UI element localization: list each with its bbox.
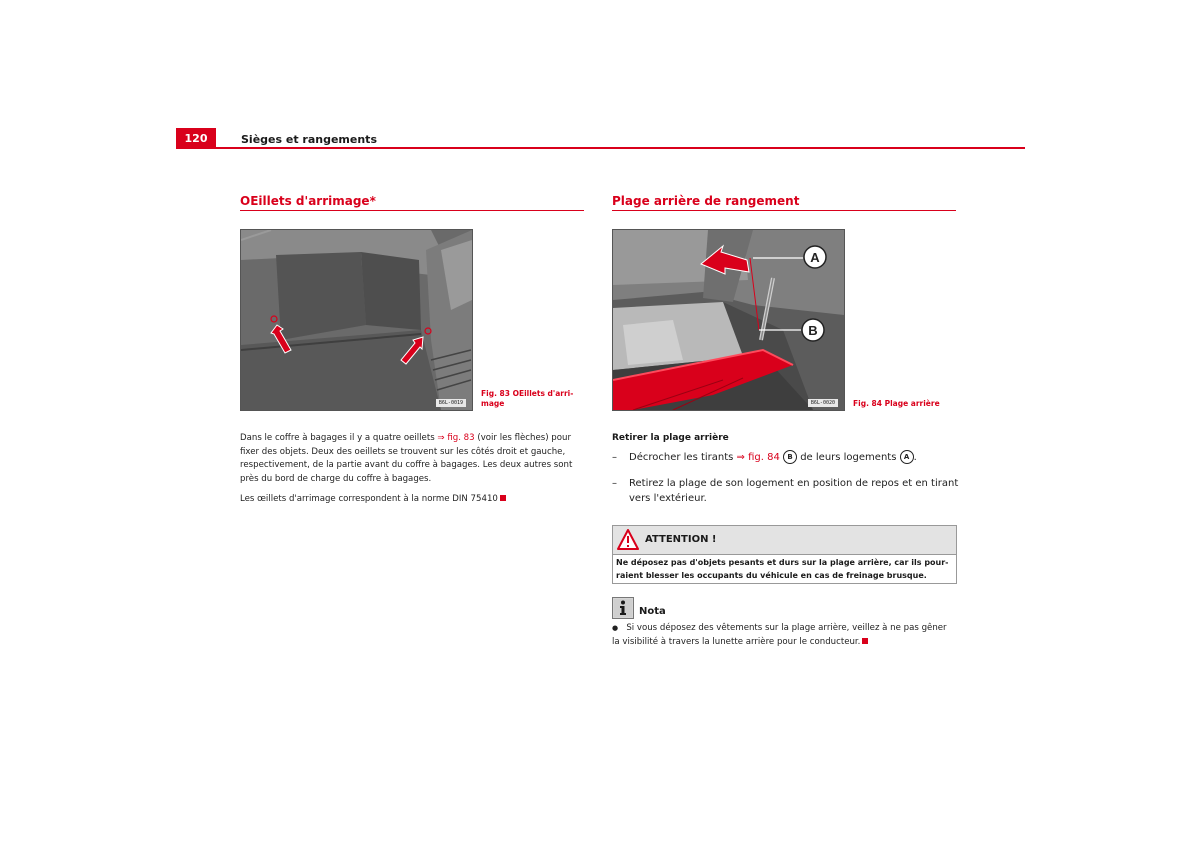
paragraph-oeillets bbox=[240, 432, 590, 487]
section-rule-left bbox=[240, 210, 584, 211]
para1-part2: (voir les flèches) pour bbox=[474, 433, 571, 443]
attention-line2: raient blesser les occupants du véhicule en cas de freinage brusque. bbox=[616, 571, 927, 580]
header-rule bbox=[176, 147, 1025, 149]
figure-83-caption-line1: Fig. 83 OEillets d'arri- bbox=[481, 389, 574, 398]
step-dash: – bbox=[612, 478, 617, 489]
step-2 bbox=[612, 476, 959, 508]
note-line2: la visibilité à travers la lunette arrière pour le conducteur. bbox=[612, 636, 861, 647]
red-square-icon bbox=[862, 638, 868, 644]
figure-84-link[interactable]: ⇒ fig. 84 bbox=[736, 452, 780, 463]
attention-line1: Ne déposez pas d'objets pesants et durs sur la plage arrière, car ils pour- bbox=[616, 558, 949, 567]
step1-end: . bbox=[913, 452, 917, 463]
step1-middle: de leurs logements bbox=[797, 452, 900, 463]
callout-b-ref: B bbox=[783, 450, 797, 464]
step2-line2: vers l'extérieur. bbox=[629, 493, 707, 504]
section-title-plage: Plage arrière de rangement bbox=[612, 194, 800, 208]
callout-b-label: B bbox=[808, 323, 818, 338]
figure-83-link[interactable]: ⇒ fig. 83 bbox=[437, 433, 475, 443]
figure-code: B6L-0019 bbox=[436, 399, 466, 407]
attention-box bbox=[612, 525, 957, 584]
step1-before: Décrocher les tirants bbox=[629, 452, 737, 463]
page-number: 120 bbox=[176, 128, 216, 148]
figure-84-shelf-image bbox=[612, 229, 845, 411]
para2-text: Les œillets d'arrimage correspondent à la norme DIN 75410 bbox=[240, 494, 498, 504]
info-icon bbox=[612, 597, 634, 619]
note-text bbox=[612, 622, 958, 649]
figure-83-caption bbox=[481, 389, 573, 409]
section-title-oeillets: OEillets d'arrimage* bbox=[240, 194, 376, 208]
step-1 bbox=[612, 450, 956, 466]
attention-header bbox=[613, 526, 956, 555]
para1-line2: fixer des objets. Deux des oeillets se trouvent sur les côtés droit et gauche, bbox=[240, 446, 566, 457]
subheading-retirer: Retirer la plage arrière bbox=[612, 433, 729, 443]
attention-text bbox=[616, 556, 954, 582]
step-dash: – bbox=[612, 452, 617, 463]
paragraph-din bbox=[240, 493, 590, 507]
para1-part1: Dans le coffre à bagages il y a quatre oeillets bbox=[240, 433, 438, 443]
chapter-title: Sièges et rangements bbox=[241, 133, 377, 146]
warning-triangle-icon bbox=[617, 529, 639, 550]
section-rule-right bbox=[612, 210, 956, 211]
para1-line3: respectivement, de la partie avant du coffre à bagages. Les deux autres sont bbox=[240, 460, 573, 471]
red-square-icon bbox=[500, 495, 506, 501]
attention-title: ATTENTION ! bbox=[645, 534, 717, 545]
step2-line1: Retirez la plage de son logement en position de repos et en tirant bbox=[629, 478, 959, 489]
note-bullet: ● bbox=[612, 624, 619, 632]
callout-a-ref: A bbox=[900, 450, 914, 464]
note-title: Nota bbox=[639, 606, 666, 617]
callout-a-label: A bbox=[810, 250, 820, 265]
figure-84-caption: Fig. 84 Plage arrière bbox=[853, 399, 940, 408]
figure-83-trunk-image bbox=[240, 229, 473, 411]
note-line1: Si vous déposez des vêtements sur la plage arrière, veillez à ne pas gêner bbox=[626, 623, 947, 633]
figure-code: B6L-0020 bbox=[808, 399, 838, 407]
figure-83-caption-line2: mage bbox=[481, 399, 505, 408]
para1-line4: près du bord de charge du coffre à bagages. bbox=[240, 474, 432, 485]
